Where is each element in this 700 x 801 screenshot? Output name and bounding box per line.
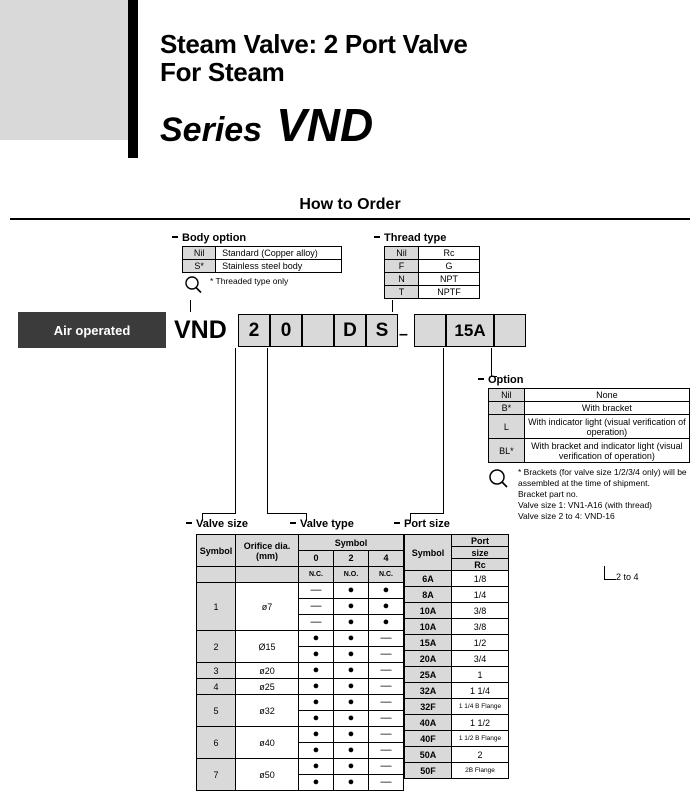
- body-option-symbol: S*: [183, 260, 216, 273]
- table-header-row: [405, 535, 509, 547]
- option-symbol: B*: [489, 402, 525, 415]
- thread-symbol: F: [385, 260, 419, 273]
- option-desc: With bracket and indicator light (visual verification of operation): [524, 439, 689, 463]
- matrix-cell: ●: [334, 583, 369, 599]
- port-value: 1 1/4 B Flange: [452, 699, 509, 715]
- table-row: [405, 747, 509, 763]
- valve-type-col-2-sub: N.O.: [334, 567, 369, 583]
- magnifier-icon: [488, 469, 512, 492]
- port-value: 1/8: [452, 571, 509, 587]
- port-value: 1 1/2 B Flange: [452, 731, 509, 747]
- order-code-prefix: VND: [174, 316, 227, 344]
- matrix-cell: ●: [299, 727, 334, 743]
- body-option-note-text: * Threaded type only: [210, 276, 289, 286]
- matrix-cell: —: [369, 663, 404, 679]
- series-word: Series: [160, 111, 263, 149]
- matrix-cell: ●: [334, 631, 369, 647]
- matrix-cell: ●: [299, 679, 334, 695]
- port-value: 2B Flange: [452, 763, 509, 779]
- table-row: [183, 260, 342, 273]
- valve-size-symbol: 7: [197, 759, 236, 791]
- how-to-order-section: [10, 196, 690, 220]
- port-symbol: 6A: [405, 571, 452, 587]
- matrix-cell: ●: [334, 727, 369, 743]
- connector-line-port-size: [410, 513, 444, 514]
- thread-desc: G: [418, 260, 479, 273]
- port-value: 3/4: [452, 651, 509, 667]
- matrix-cell: —: [369, 759, 404, 775]
- body-option-desc: Standard (Copper alloy): [216, 247, 342, 260]
- table-header-row: [197, 535, 404, 551]
- valve-size-orifice: ø32: [236, 695, 299, 727]
- matrix-cell: ●: [334, 775, 369, 791]
- matrix-cell: ●: [299, 759, 334, 775]
- matrix-cell: ●: [334, 695, 369, 711]
- option-desc: With indicator light (visual verification of operation): [524, 415, 689, 439]
- valve-size-type-table: [196, 534, 404, 791]
- thread-desc: NPT: [418, 273, 479, 286]
- page-title-line1: Steam Valve: 2 Port Valve: [160, 29, 468, 59]
- valve-size-symbol: 2: [197, 631, 236, 663]
- table-row: [183, 247, 342, 260]
- connector-line-valve-type: [267, 513, 307, 514]
- port-value: 1 1/2: [452, 715, 509, 731]
- body-option-label: Body option: [182, 232, 342, 244]
- table-row: [489, 402, 690, 415]
- magnifier-icon: [184, 276, 206, 297]
- port-symbol: 20A: [405, 651, 452, 667]
- matrix-cell: ●: [334, 759, 369, 775]
- valve-size-orifice: ø7: [236, 583, 299, 631]
- matrix-cell: ●: [299, 647, 334, 663]
- matrix-cell: ●: [299, 631, 334, 647]
- code-box-d[interactable]: D: [334, 314, 366, 347]
- connector-line: [392, 300, 393, 312]
- valve-type-col-0-sub: N.C.: [299, 567, 334, 583]
- body-option-note: [182, 276, 342, 287]
- matrix-cell: ●: [334, 663, 369, 679]
- valve-size-label: Valve size: [196, 518, 248, 530]
- table-row: [385, 247, 480, 260]
- valve-size-symbol: 4: [197, 679, 236, 695]
- matrix-cell: ●: [299, 663, 334, 679]
- table-row: [385, 286, 480, 299]
- matrix-cell: —: [369, 727, 404, 743]
- matrix-cell: —: [369, 647, 404, 663]
- body-option-symbol: Nil: [183, 247, 216, 260]
- port-value: 3/8: [452, 603, 509, 619]
- matrix-cell: ●: [334, 615, 369, 631]
- footnote-range: 2 to 4: [616, 572, 639, 582]
- connector-line: [491, 348, 492, 376]
- thread-symbol: Nil: [385, 247, 419, 260]
- matrix-cell: —: [369, 631, 404, 647]
- port-symbol: 15A: [405, 635, 452, 651]
- option-note-2: Bracket part no.: [518, 489, 579, 499]
- series-name: VND: [276, 99, 374, 151]
- option-note-3: Valve size 1: VN1-A16 (with thread): [518, 500, 653, 510]
- port-col-size-header: size: [452, 547, 509, 559]
- code-dash: –: [399, 326, 408, 343]
- matrix-cell: ●: [299, 695, 334, 711]
- option-note-4: Valve size 2 to 4: VND-16: [518, 511, 615, 521]
- how-to-order-rule: [10, 218, 690, 220]
- matrix-cell: ●: [334, 679, 369, 695]
- table-row: [385, 273, 480, 286]
- how-to-order-title: How to Order: [299, 196, 401, 213]
- page-title: [160, 30, 680, 86]
- col-symbol-group-header: Symbol: [299, 535, 404, 551]
- option-notes: [488, 467, 690, 522]
- table-row: [405, 683, 509, 699]
- port-value: 2: [452, 747, 509, 763]
- col-symbol-header: Symbol: [197, 535, 236, 567]
- thread-type-label: Thread type: [384, 232, 480, 244]
- body-option-table: [182, 246, 342, 273]
- matrix-cell: ●: [334, 711, 369, 727]
- matrix-cell: ●: [299, 743, 334, 759]
- code-box-s[interactable]: S: [366, 314, 398, 347]
- code-box-option[interactable]: [494, 314, 526, 347]
- port-size-label: Port size: [404, 518, 450, 530]
- matrix-cell: —: [299, 615, 334, 631]
- valve-type-col-4-sub: N.C.: [369, 567, 404, 583]
- valve-size-symbol: 3: [197, 663, 236, 679]
- page-header: [0, 0, 700, 158]
- matrix-cell: ●: [334, 743, 369, 759]
- header-black-bar: [128, 0, 138, 158]
- thread-desc: NPTF: [418, 286, 479, 299]
- table-row: [405, 667, 509, 683]
- matrix-cell: ●: [369, 583, 404, 599]
- port-symbol: 50F: [405, 763, 452, 779]
- table-row: [489, 389, 690, 402]
- table-row: [489, 439, 690, 463]
- page-title-line2: For Steam: [160, 57, 285, 87]
- table-row: [405, 587, 509, 603]
- port-col-unit-header: Rc: [452, 559, 509, 571]
- table-row: [197, 631, 404, 647]
- valve-size-orifice: ø50: [236, 759, 299, 791]
- matrix-cell: ●: [334, 647, 369, 663]
- thread-symbol: T: [385, 286, 419, 299]
- matrix-cell: —: [299, 583, 334, 599]
- header-grey-block: [0, 0, 128, 140]
- valve-type-col-2-symbol: 2: [348, 553, 354, 563]
- table-row: [405, 715, 509, 731]
- port-value: 1/2: [452, 635, 509, 651]
- table-row: [197, 695, 404, 711]
- table-row: [197, 663, 404, 679]
- option-label: Option: [488, 374, 690, 386]
- connector-line-valve-size: [202, 513, 236, 514]
- body-option-block: [182, 232, 342, 287]
- port-symbol: 32F: [405, 699, 452, 715]
- port-col-symbol-header: Symbol: [405, 535, 452, 571]
- code-box-valve-type[interactable]: 0: [270, 314, 302, 347]
- connector-line-port-size: [443, 348, 444, 513]
- option-symbol: Nil: [489, 389, 525, 402]
- table-row: [405, 731, 509, 747]
- table-row: [197, 679, 404, 695]
- code-box-thread[interactable]: [414, 314, 446, 347]
- option-desc: With bracket: [524, 402, 689, 415]
- code-box-port-size[interactable]: 15A: [446, 314, 494, 347]
- valve-type-col-2: [334, 551, 369, 567]
- matrix-cell: ●: [299, 775, 334, 791]
- matrix-cell: —: [369, 711, 404, 727]
- code-box-valve-size[interactable]: 2: [238, 314, 270, 347]
- table-row: [489, 415, 690, 439]
- option-note-1: * Brackets (for valve size 1/2/3/4 only) will be assembled at the time of shipment.: [518, 467, 687, 488]
- valve-size-orifice: ø20: [236, 663, 299, 679]
- matrix-cell: ●: [369, 599, 404, 615]
- matrix-cell: —: [299, 599, 334, 615]
- matrix-cell: —: [369, 695, 404, 711]
- connector-line: [190, 300, 191, 312]
- table-row: [405, 763, 509, 779]
- table-row: [405, 603, 509, 619]
- port-size-table: [404, 534, 509, 779]
- valve-size-symbol: 1: [197, 583, 236, 631]
- valve-size-symbol: 6: [197, 727, 236, 759]
- port-value: 3/8: [452, 619, 509, 635]
- option-symbol: BL*: [489, 439, 525, 463]
- port-symbol: 40A: [405, 715, 452, 731]
- valve-type-col-4-symbol: 4: [383, 553, 389, 563]
- valve-size-orifice: ø25: [236, 679, 299, 695]
- matrix-cell: ●: [334, 599, 369, 615]
- port-symbol: 40F: [405, 731, 452, 747]
- table-row: [197, 727, 404, 743]
- matrix-cell: ●: [299, 711, 334, 727]
- matrix-cell: ●: [369, 615, 404, 631]
- valve-type-col-0: [299, 551, 334, 567]
- matrix-cell: —: [369, 743, 404, 759]
- port-value: 1: [452, 667, 509, 683]
- valve-size-orifice: Ø15: [236, 631, 299, 663]
- port-symbol: 32A: [405, 683, 452, 699]
- option-symbol: L: [489, 415, 525, 439]
- matrix-cell: —: [369, 775, 404, 791]
- connector-line-valve-size: [235, 348, 236, 513]
- body-option-desc: Stainless steel body: [216, 260, 342, 273]
- valve-type-label: Valve type: [300, 518, 354, 530]
- table-row: [405, 635, 509, 651]
- table-row: [405, 699, 509, 715]
- valve-size-orifice: ø40: [236, 727, 299, 759]
- port-symbol: 10A: [405, 603, 452, 619]
- port-value: 1 1/4: [452, 683, 509, 699]
- thread-desc: Rc: [418, 247, 479, 260]
- series-heading: [160, 98, 373, 152]
- table-row: [405, 619, 509, 635]
- option-block: [488, 374, 690, 522]
- table-row: [197, 583, 404, 599]
- valve-type-col-0-symbol: 0: [313, 553, 319, 563]
- air-operated-label: Air operated: [18, 312, 166, 348]
- port-value: 1/4: [452, 587, 509, 603]
- table-row: [197, 759, 404, 775]
- code-box-body-option[interactable]: [302, 314, 334, 347]
- table-row: [405, 651, 509, 667]
- table-row: [405, 571, 509, 587]
- port-symbol: 25A: [405, 667, 452, 683]
- matrix-cell: —: [369, 679, 404, 695]
- footnote-connector: [604, 579, 616, 580]
- thread-symbol: N: [385, 273, 419, 286]
- port-col-port-header: Port: [452, 535, 509, 547]
- footnote-connector: [604, 566, 605, 580]
- valve-size-symbol: 5: [197, 695, 236, 727]
- connector-line-valve-type: [267, 348, 268, 513]
- option-desc: None: [524, 389, 689, 402]
- port-symbol: 50A: [405, 747, 452, 763]
- option-table: [488, 388, 690, 463]
- thread-type-table: [384, 246, 480, 299]
- col-orifice-header: Orifice dia. (mm): [236, 535, 299, 567]
- valve-type-col-4: [369, 551, 404, 567]
- port-symbol: 8A: [405, 587, 452, 603]
- port-symbol: 10A: [405, 619, 452, 635]
- table-header-row: [197, 567, 404, 583]
- table-row: [385, 260, 480, 273]
- thread-type-block: [384, 232, 480, 299]
